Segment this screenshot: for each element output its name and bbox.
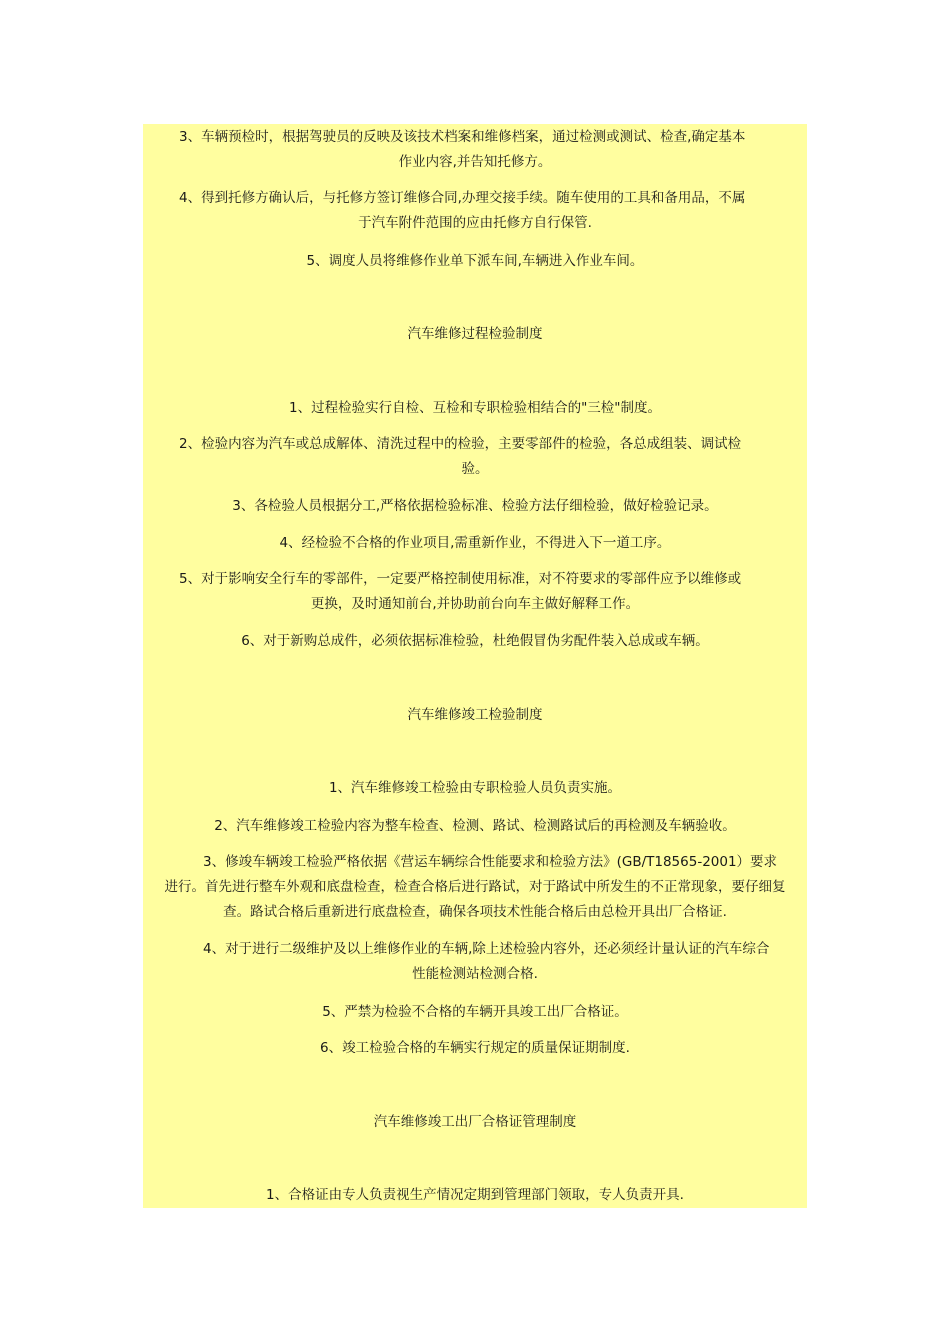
paragraph-line: 进行。首先进行整车外观和底盘检查，检查合格后进行路试，对于路试中所发生的不正常现象，要仔细复 bbox=[164, 879, 786, 895]
paragraph-line: 1、汽车维修竣工检验由专职检验人员负责实施。 bbox=[328, 780, 622, 796]
paragraph-line: 更换，及时通知前台,并协助前台向车主做好解释工作。 bbox=[310, 596, 640, 612]
paragraph-line: 5、调度人员将维修作业单下派车间,车辆进入作业车间。 bbox=[306, 253, 644, 269]
paragraph-line: 查。路试合格后重新进行底盘检查，确保各项技术性能合格后由总检开具出厂合格证. bbox=[223, 904, 727, 920]
paragraph-line: 性能检测站检测合格. bbox=[412, 966, 538, 982]
document-page bbox=[143, 124, 807, 1208]
paragraph-line: 3、车辆预检时，根据驾驶员的反映及该技术档案和维修档案，通过检测或测试、检查,确定基本 bbox=[179, 129, 746, 145]
paragraph-line: 4、对于进行二级维护及以上维修作业的车辆,除上述检验内容外，还必须经计量认证的汽车综合 bbox=[203, 941, 770, 957]
section-title: 汽车维修过程检验制度 bbox=[407, 326, 543, 342]
paragraph-line: 5、对于影响安全行车的零部件，一定要严格控制使用标准，对不符要求的零部件应予以维修或 bbox=[179, 571, 742, 587]
paragraph-line: 4、经检验不合格的作业项目,需重新作业，不得进入下一道工序。 bbox=[279, 535, 671, 551]
paragraph-line: 6、竣工检验合格的车辆实行规定的质量保证期制度. bbox=[320, 1040, 630, 1056]
paragraph-line: 作业内容,并告知托修方。 bbox=[398, 154, 552, 170]
paragraph-line: 5、严禁为检验不合格的车辆开具竣工出厂合格证。 bbox=[322, 1004, 628, 1020]
paragraph-line: 验。 bbox=[461, 461, 489, 477]
paragraph-line: 1、合格证由专人负责视生产情况定期到管理部门领取，专人负责开具. bbox=[266, 1187, 684, 1203]
paragraph-line: 2、汽车维修竣工检验内容为整车检查、检测、路试、检测路试后的再检测及车辆验收。 bbox=[214, 818, 736, 834]
paragraph-line: 1、过程检验实行自检、互检和专职检验相结合的"三检"制度。 bbox=[288, 400, 661, 416]
paragraph-line: 6、对于新购总成件，必须依据标准检验，杜绝假冒伪劣配件装入总成或车辆。 bbox=[241, 633, 709, 649]
section-title: 汽车维修竣工检验制度 bbox=[407, 707, 543, 723]
paragraph-line: 3、修竣车辆竣工检验严格依据《营运车辆综合性能要求和检验方法》(GB/T18565-2001）要求 bbox=[203, 854, 778, 870]
paragraph-line: 4、得到托修方确认后，与托修方签订维修合同,办理交接手续。随车使用的工具和备用品，不属 bbox=[179, 190, 746, 206]
paragraph-line: 2、检验内容为汽车或总成解体、清洗过程中的检验，主要零部件的检验，各总成组装、调试检 bbox=[179, 436, 742, 452]
paragraph-line: 3、各检验人员根据分工,严格依据检验标准、检验方法仔细检验，做好检验记录。 bbox=[232, 498, 718, 514]
paragraph-line: 于汽车附件范围的应由托修方自行保管. bbox=[358, 215, 592, 231]
section-title: 汽车维修竣工出厂合格证管理制度 bbox=[373, 1114, 577, 1130]
